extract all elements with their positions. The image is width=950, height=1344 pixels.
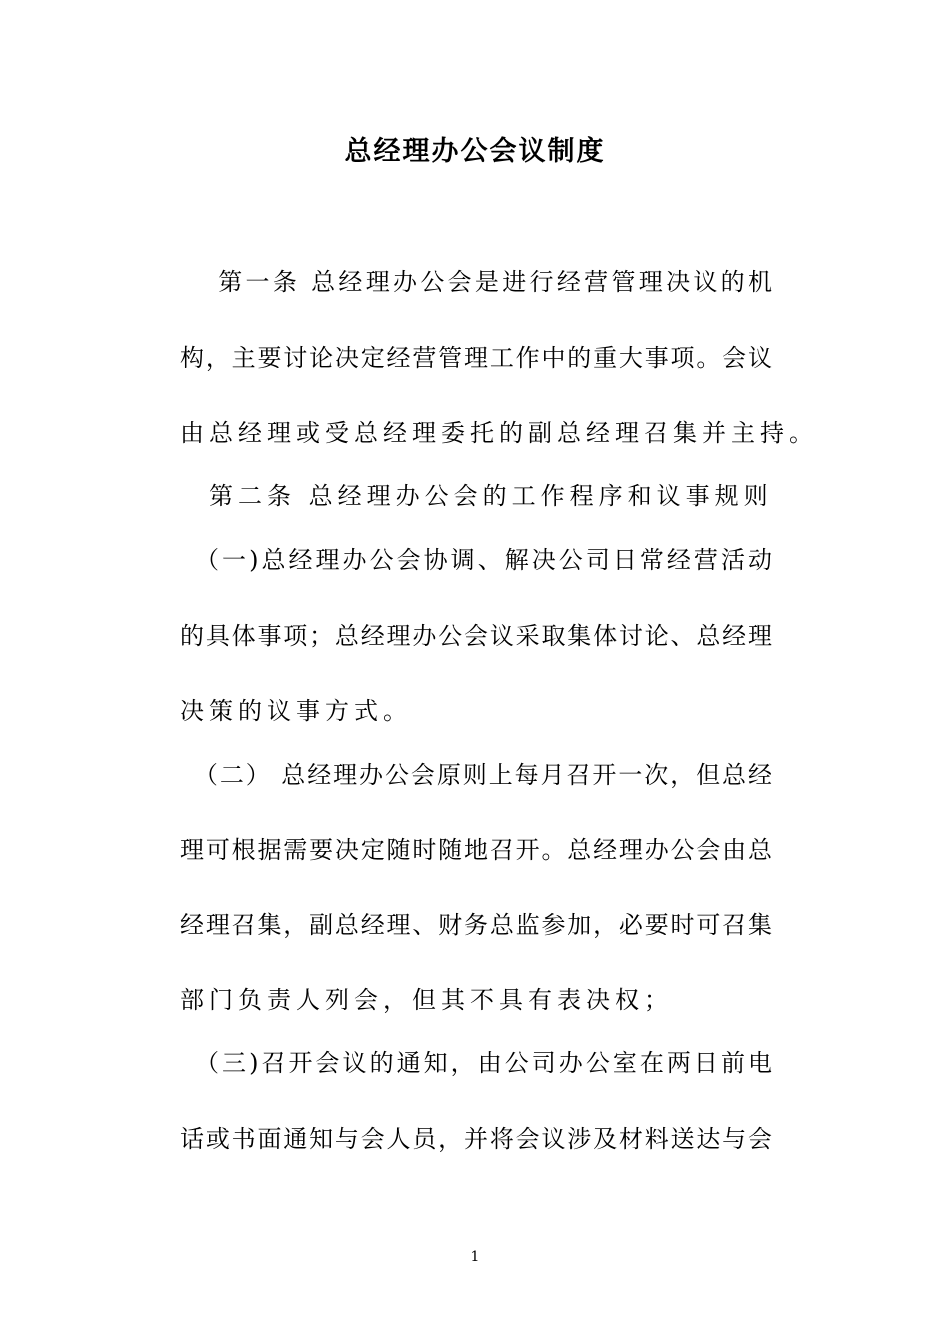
body-line: 经理召集，副总经理、财务总监参加，必要时可召集 bbox=[180, 911, 772, 939]
body-line: （二） 总经理办公会原则上每月召开一次，但总经 bbox=[180, 761, 772, 789]
body-line: 部门负责人列会，但其不具有表决权； bbox=[180, 986, 673, 1014]
body-line: 构，主要讨论决定经营管理工作中的重大事项。会议 bbox=[180, 344, 772, 372]
page-number: 1 bbox=[470, 1249, 480, 1265]
body-line: 由总经理或受总经理委托的副总经理召集并主持。 bbox=[180, 419, 818, 447]
body-line: 决策的议事方式。 bbox=[180, 697, 412, 725]
body-line: （一)总经理办公会协调、解决公司日常经营活动 bbox=[180, 546, 772, 574]
document-title: 总经理办公会议制度 bbox=[344, 136, 606, 167]
body-line: 话或书面通知与会人员，并将会议涉及材料送达与会 bbox=[180, 1125, 772, 1153]
body-line: 第二条 总经理办公会的工作程序和议事规则 bbox=[180, 482, 773, 510]
body-line: 理可根据需要决定随时随地召开。总经理办公会由总 bbox=[180, 836, 772, 864]
body-line: 的具体事项；总经理办公会议采取集体讨论、总经理 bbox=[180, 622, 772, 650]
body-line: 第一条 总经理办公会是进行经营管理决议的机 bbox=[180, 268, 772, 296]
body-line: （三)召开会议的通知，由公司办公室在两日前电 bbox=[180, 1049, 772, 1077]
